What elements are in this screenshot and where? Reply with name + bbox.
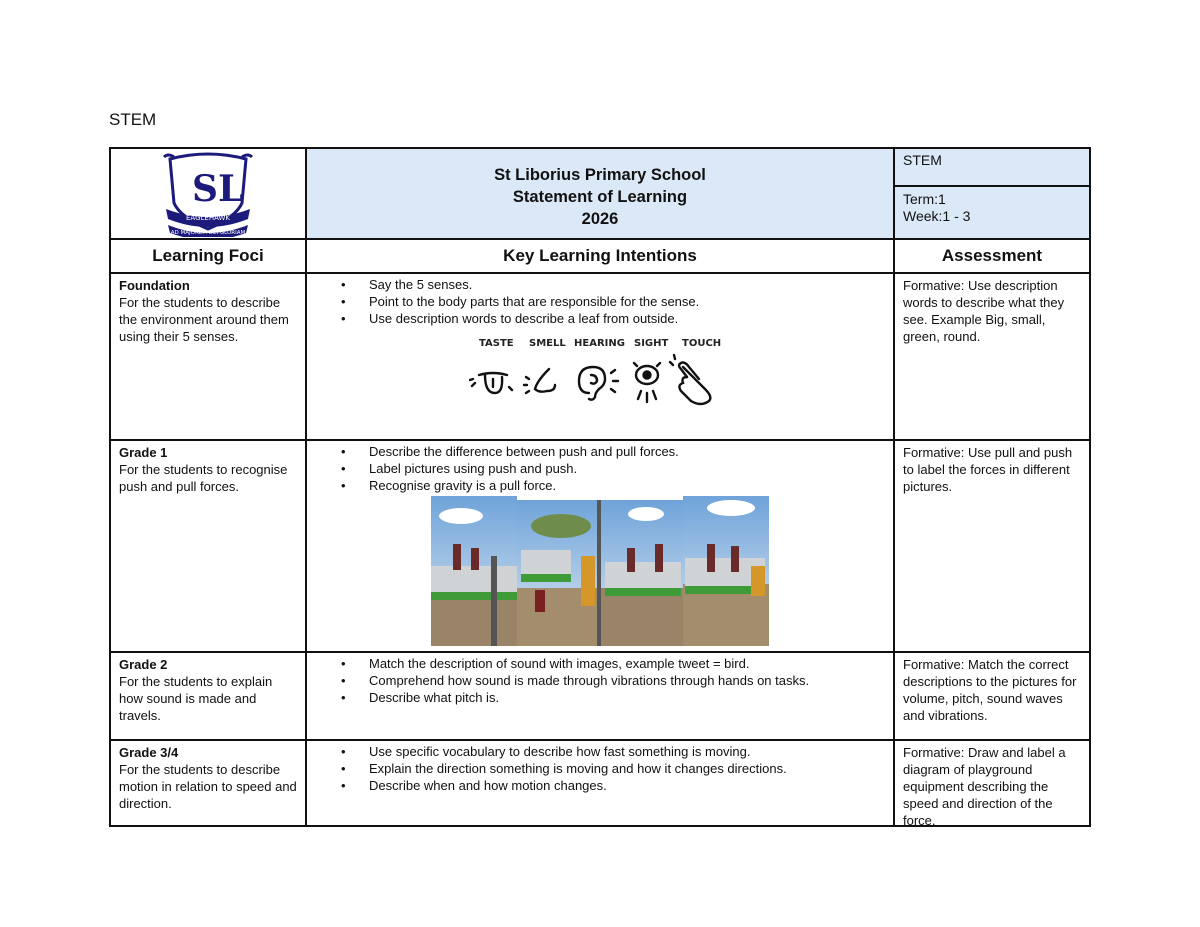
pointing-hand-icon	[670, 355, 710, 404]
grade-label: Grade 1	[119, 445, 168, 460]
focus-text: For the students to recognise push and pull forces.	[119, 462, 288, 494]
list-item: • Recognise gravity is a pull force.	[369, 477, 893, 494]
eye-icon	[634, 363, 660, 402]
logo-cell	[111, 149, 307, 238]
list-item: • Use description words to describe a leaf from outside.	[369, 310, 893, 327]
playground-photo	[517, 500, 601, 646]
assessment-text: Formative: Use pull and push to label the forces in different pictures.	[903, 445, 1073, 494]
playground-photo	[683, 496, 769, 646]
term-week-info	[895, 187, 1089, 229]
playground-photos	[307, 496, 893, 646]
crest-motto: AD MAJOREM DEI GLORIAM	[170, 229, 246, 236]
subject-label: STEM	[895, 149, 1089, 187]
grade-label: Foundation	[119, 278, 190, 293]
column-header-row	[111, 240, 1089, 274]
list-item: • Point to the body parts that are responsible for the sense.	[369, 293, 893, 310]
learning-intentions	[307, 741, 895, 825]
list-item: • Say the 5 senses.	[369, 276, 893, 293]
grade-label: Grade 2	[119, 657, 168, 672]
document-year: 2026	[581, 209, 619, 228]
meta-cell	[895, 149, 1089, 238]
learning-intentions	[307, 653, 895, 739]
focus-text: For the students to describe the environment around them using their 5 senses.	[119, 295, 289, 344]
learning-intentions	[307, 441, 895, 651]
grade-label: Grade 3/4	[119, 745, 179, 760]
crest-letter-s: SL	[192, 167, 244, 210]
column-header-assessment: Assessment	[941, 246, 1043, 265]
list-item: • Use specific vocabulary to describe how fast something is moving.	[369, 743, 893, 760]
focus-text: For the students to describe motion in relation to speed and direction.	[119, 762, 297, 811]
learning-focus	[111, 274, 307, 439]
table-row	[111, 441, 1089, 653]
learning-intentions	[307, 274, 895, 439]
nose-icon	[524, 369, 555, 393]
title-cell	[307, 149, 895, 238]
list-item: • Describe the difference between push and pull forces.	[369, 443, 893, 460]
school-name: St Liborius Primary School	[494, 165, 706, 184]
table-row	[111, 653, 1089, 741]
page-label: STEM	[109, 110, 157, 129]
table-row	[111, 741, 1089, 828]
column-header-foci: Learning Foci	[111, 240, 307, 272]
term-label: Term:1	[903, 191, 946, 207]
list-item: • Match the description of sound with images, example tweet = bird.	[369, 655, 893, 672]
crest-ribbon: EAGLEHAWK	[185, 213, 231, 222]
assessment-text: Formative: Use description words to describe what they see. Example Big, small, green, round.	[903, 278, 1065, 344]
tongue-icon	[470, 373, 512, 393]
ear-icon	[579, 367, 618, 400]
table-row	[111, 274, 1089, 441]
list-item: • Explain the direction something is moving and how it changes directions.	[369, 760, 893, 777]
column-header-intentions: Key Learning Intentions	[307, 240, 895, 272]
week-label: Week:1 - 3	[903, 208, 971, 224]
sense-label: SIGHT	[634, 338, 669, 349]
assessment-text: Formative: Match the correct descriptions to the pictures for volume, pitch, sound waves and vibrations.	[903, 657, 1077, 723]
sense-label: HEARING	[574, 338, 625, 349]
sense-label: TOUCH	[682, 338, 722, 349]
playground-photo	[601, 500, 683, 646]
assessment-text: Formative: Draw and label a diagram of playground equipment describing the speed and direction of the force.	[903, 745, 1066, 828]
header-row	[111, 149, 1089, 240]
five-senses-image	[307, 335, 893, 407]
sense-label: TASTE	[479, 338, 514, 349]
list-item: • Label pictures using push and push.	[369, 460, 893, 477]
statement-of-learning-table	[109, 147, 1091, 827]
learning-focus	[111, 741, 307, 825]
sense-label: SMELL	[529, 338, 566, 349]
list-item: • Describe what pitch is.	[369, 689, 893, 706]
list-item: • Comprehend how sound is made through vibrations through hands on tasks.	[369, 672, 893, 689]
learning-focus	[111, 653, 307, 739]
document-title: Statement of Learning	[512, 187, 688, 206]
playground-photo	[431, 496, 517, 646]
school-crest-logo	[158, 151, 258, 237]
learning-focus	[111, 441, 307, 651]
focus-text: For the students to explain how sound is made and travels.	[119, 674, 273, 723]
list-item: • Describe when and how motion changes.	[369, 777, 893, 794]
